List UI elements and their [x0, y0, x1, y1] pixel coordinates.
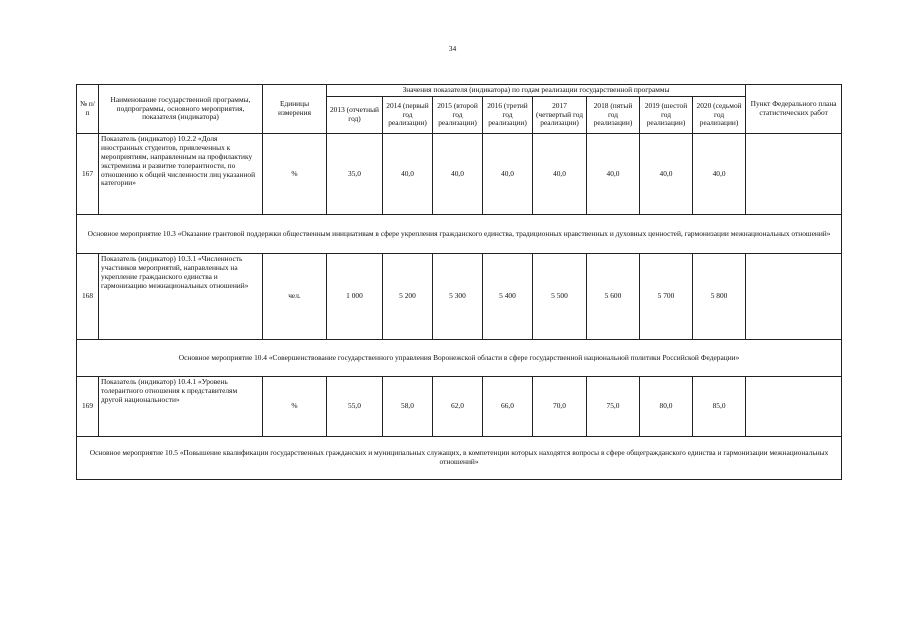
- plan-cell: [746, 377, 842, 437]
- unit-cell: %: [263, 377, 327, 437]
- value-cell: 5 400: [483, 254, 533, 340]
- row-number: 169: [77, 377, 99, 437]
- value-cell: 62,0: [433, 377, 483, 437]
- value-cell: 40,0: [383, 134, 433, 215]
- value-cell: 75,0: [587, 377, 640, 437]
- header-plan: Пункт Федерального плана статистических работ: [746, 85, 842, 134]
- section-title: Основное мероприятие 10.3 «Оказание грантовой поддержки общественным инициативам в сфере укрепления гражданского единства, традиционных нравственных и духовных ценностей, гармонизации межнациональных отношений»: [77, 215, 842, 254]
- header-year: 2013 (отчетный год): [327, 97, 383, 134]
- header-year: 2019 (шестой год реализации): [640, 97, 693, 134]
- header-year: 2018 (пятый год реализации): [587, 97, 640, 134]
- value-cell: 55,0: [327, 377, 383, 437]
- section-title: Основное мероприятие 10.4 «Совершенствование государственного управления Воронежской области в сфере государственной национальной политики Российской Федерации»: [77, 340, 842, 377]
- header-row-top: [77, 85, 842, 97]
- value-cell: 5 700: [640, 254, 693, 340]
- header-year: 2015 (второй год реализации): [433, 97, 483, 134]
- table-row: [77, 377, 842, 437]
- value-cell: 40,0: [693, 134, 746, 215]
- plan-cell: [746, 134, 842, 215]
- indicator-name: Показатель (индикатор) 10.3.1 «Численность участников мероприятий, направленных на укрепление гражданского единства и гармонизацию межнациональных отношений»: [99, 254, 263, 340]
- value-cell: 70,0: [533, 377, 587, 437]
- value-cell: 58,0: [383, 377, 433, 437]
- value-cell: 5 200: [383, 254, 433, 340]
- value-cell: 40,0: [587, 134, 640, 215]
- page-number: 34: [448, 44, 457, 53]
- value-cell: 5 500: [533, 254, 587, 340]
- header-values-group: Значения показателя (индикатора) по годам реализации государственной программы: [327, 85, 746, 97]
- header-name: Наименование государственной программы, подпрограммы, основного мероприятия, показателя (индикатора): [99, 85, 263, 134]
- value-cell: 5 800: [693, 254, 746, 340]
- value-cell: 1 000: [327, 254, 383, 340]
- value-cell: 40,0: [483, 134, 533, 215]
- value-cell: 5 300: [433, 254, 483, 340]
- value-cell: 35,0: [327, 134, 383, 215]
- header-year: 2020 (седьмой год реализации): [693, 97, 746, 134]
- section-row: [77, 215, 842, 254]
- table-row: [77, 134, 842, 215]
- value-cell: 66,0: [483, 377, 533, 437]
- unit-cell: чел.: [263, 254, 327, 340]
- header-no: № п/п: [77, 85, 99, 134]
- value-cell: 40,0: [533, 134, 587, 215]
- table-row: [77, 254, 842, 340]
- header-year: 2016 (третий год реализации): [483, 97, 533, 134]
- indicator-name: Показатель (индикатор) 10.2.2 «Доля иностранных студентов, привлеченных к мероприятиям, направленным на профилактику экстремизма и развитие толерантности, по отношению к общей численности лиц указанной категории»: [99, 134, 263, 215]
- row-number: 168: [77, 254, 99, 340]
- header-year: 2017 (четвертый год реализации): [533, 97, 587, 134]
- value-cell: 85,0: [693, 377, 746, 437]
- indicator-name: Показатель (индикатор) 10.4.1 «Уровень толерантного отношения к представителям другой национальности»: [99, 377, 263, 437]
- section-row: [77, 437, 842, 480]
- unit-cell: %: [263, 134, 327, 215]
- section-row: [77, 340, 842, 377]
- value-cell: 40,0: [433, 134, 483, 215]
- value-cell: 40,0: [640, 134, 693, 215]
- value-cell: 80,0: [640, 377, 693, 437]
- header-unit: Единицы измерения: [263, 85, 327, 134]
- value-cell: 5 600: [587, 254, 640, 340]
- row-number: 167: [77, 134, 99, 215]
- header-year: 2014 (первый год реализации): [383, 97, 433, 134]
- indicator-table: [76, 84, 842, 480]
- section-title: Основное мероприятие 10.5 «Повышение квалификации государственных гражданских и муниципальных служащих, в компетенции которых находятся вопросы в сфере общегражданского единства и гармонизации межнациональных отношений»: [77, 437, 842, 480]
- plan-cell: [746, 254, 842, 340]
